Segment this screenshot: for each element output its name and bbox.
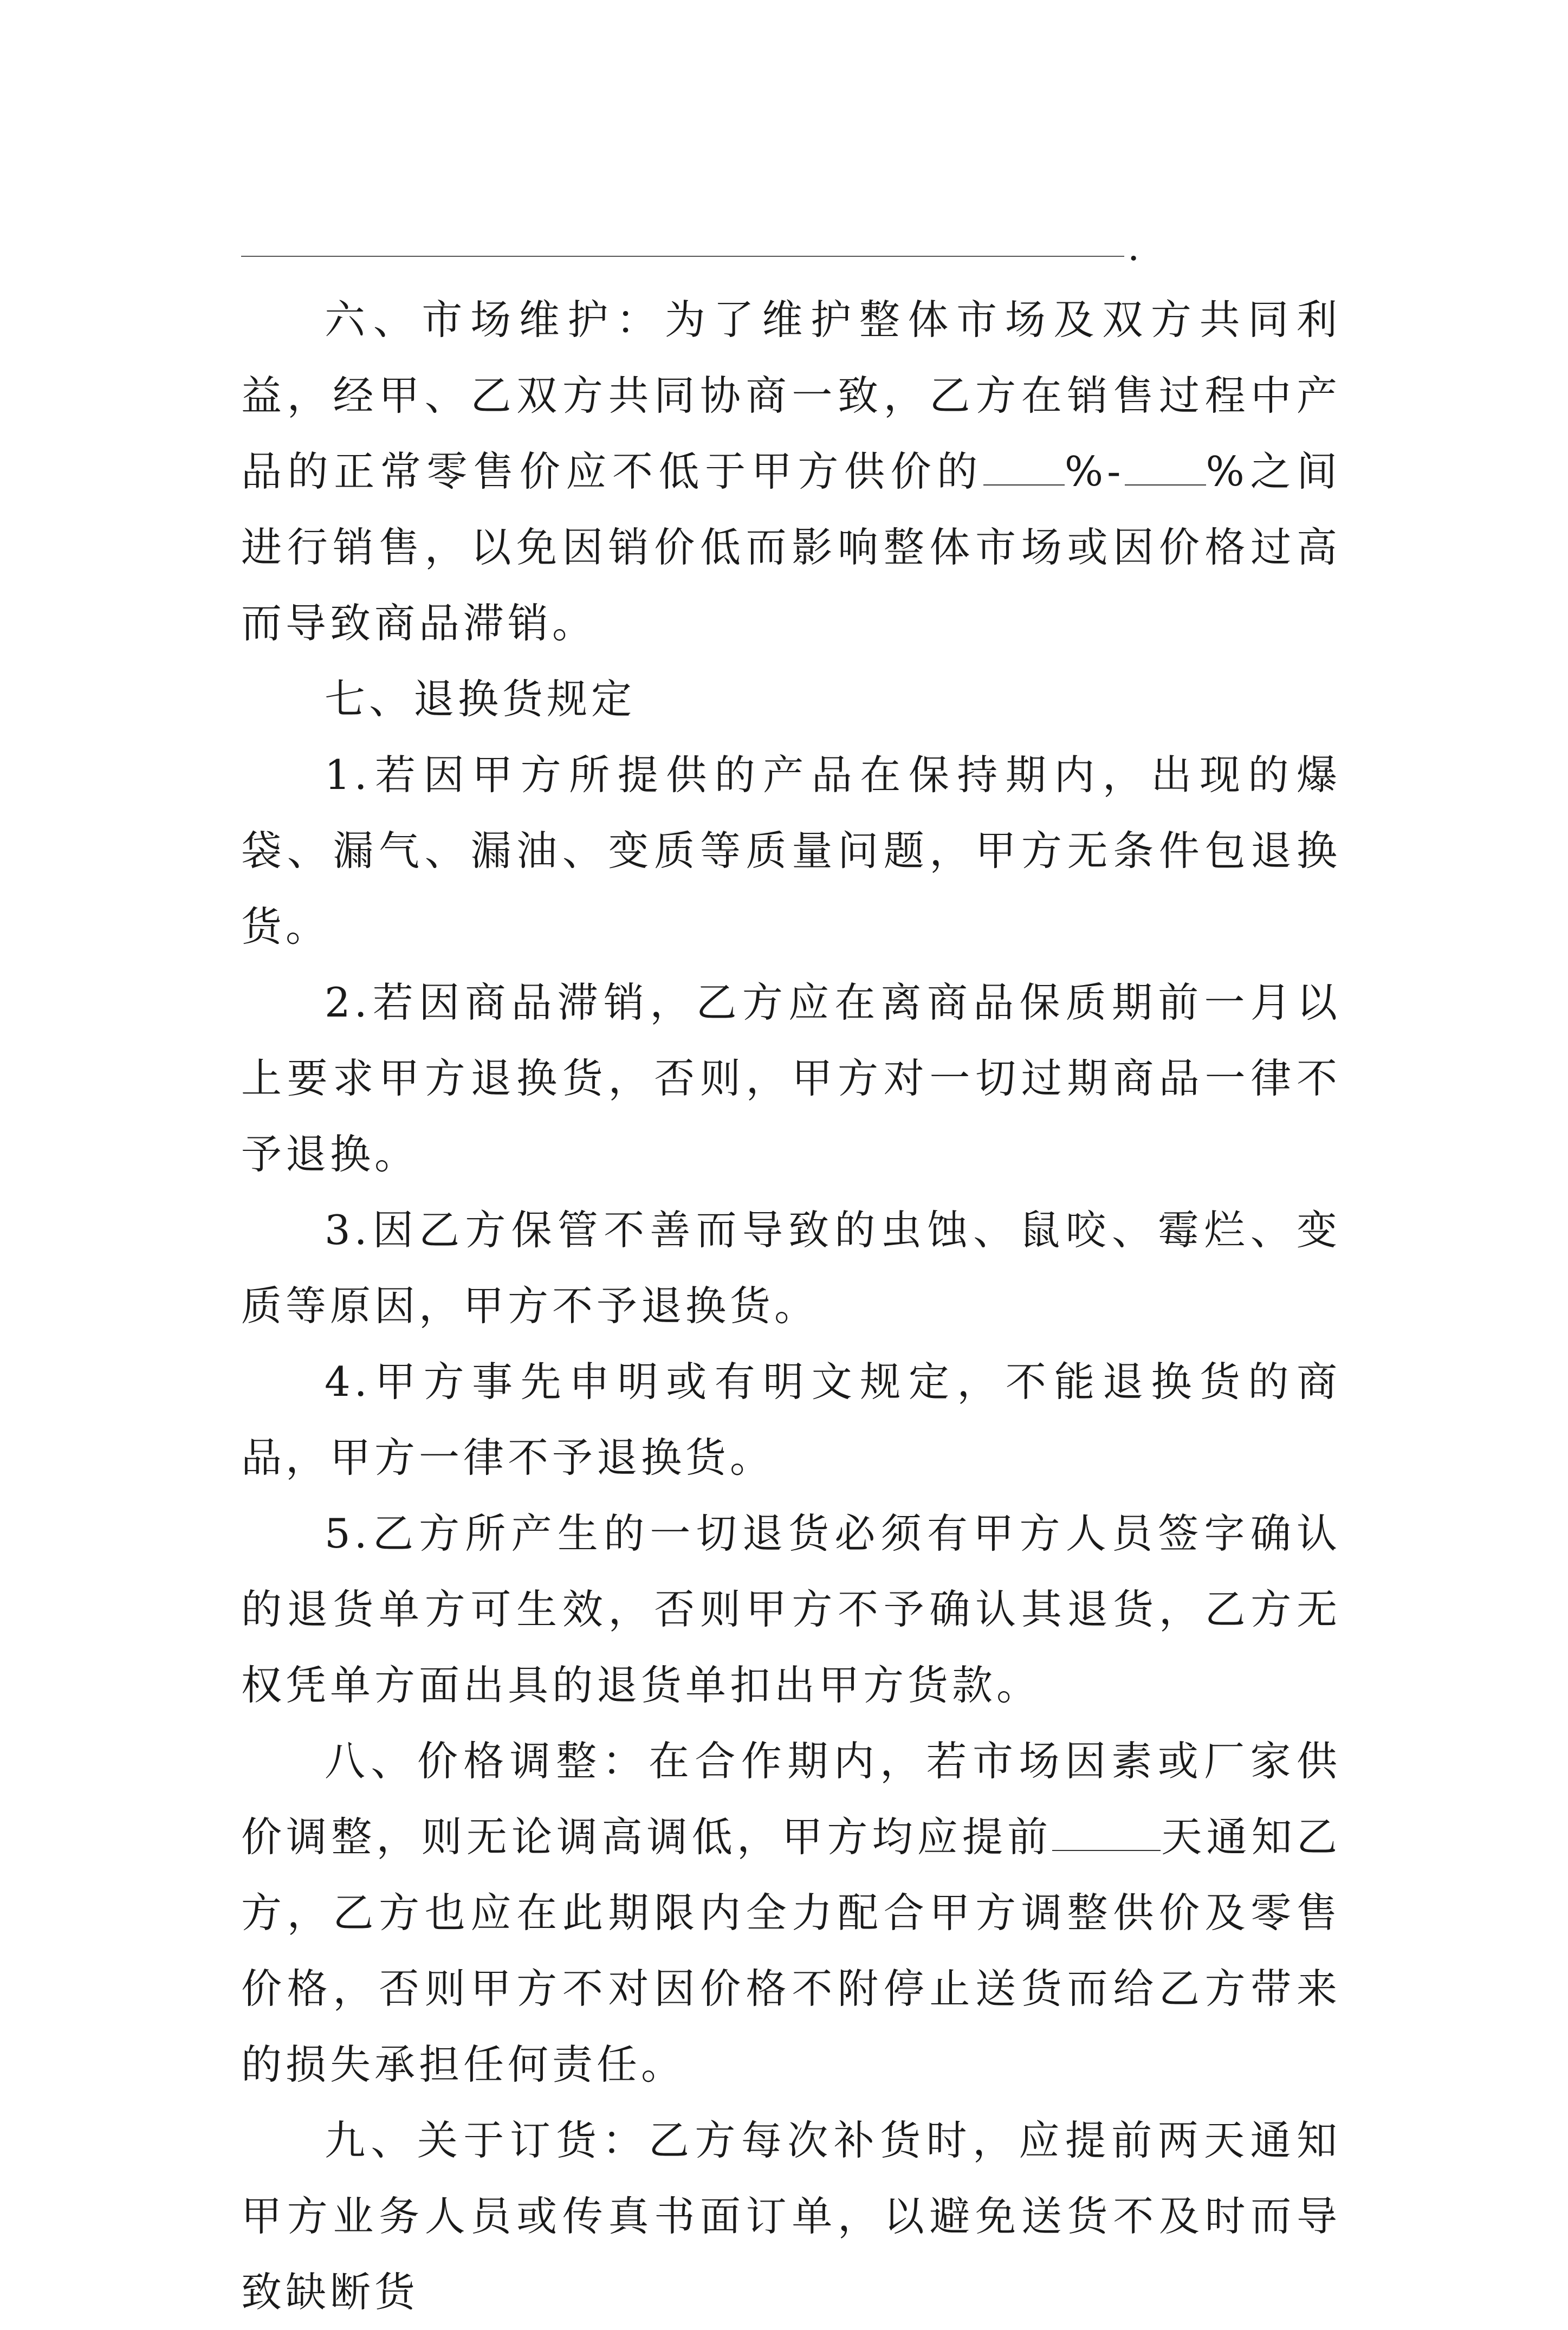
fill-in-blank-line <box>241 256 1124 257</box>
clause-returns-heading: 七、退换货规定 <box>325 675 636 723</box>
clause-price-adjustment <box>241 1723 1341 2102</box>
clause-returns-item-2: 2.若因商品滞销，乙方应在离商品保质期前一月以上要求甲方退换货，否则，甲方对一切过期商品一律不予退换。 <box>241 979 1341 1178</box>
clause-returns-item-3: 3.因乙方保管不善而导致的虫蚀、鼠咬、霉烂、变质等原因，甲方不予退换货。 <box>241 1206 1341 1330</box>
clause-text: %- <box>1064 448 1125 495</box>
clause-text: 八、价格调整：在合作期内，若市场因素或厂家供价调整，则无论调高调低，甲方均应提前 <box>241 1737 1341 1861</box>
clause-ordering: 九、关于订货：乙方每次补货时，应提前两天通知甲方业务人员或传真书面订单，以避免送货不及时而导致缺断货 <box>241 2117 1341 2316</box>
blank-notice-days <box>1052 1814 1161 1852</box>
clause-text: %之间进行销售，以免因销价低而影响整体市场或因价格过高而导致商品滞销。 <box>241 448 1341 647</box>
clause-text: 六、市场维护：为了维护整体市场及双方共同利益，经甲、乙双方共同协商一致，乙方在销售过程中产品的正常零售价应不低于甲方供价的 <box>241 296 1341 495</box>
contract-body <box>241 282 1341 2330</box>
clause-returns-item-1: 1.若因甲方所提供的产品在保持期内，出现的爆袋、漏气、漏油、变质等质量问题，甲方无条件包退换货。 <box>241 751 1341 950</box>
blank-min-percent <box>983 448 1065 486</box>
clause-returns-item-4: 4.甲方事先申明或有明文规定，不能退换货的商品，甲方一律不予退换货。 <box>241 1358 1341 1481</box>
blank-max-percent <box>1125 448 1206 486</box>
clause-market-maintenance <box>241 282 1341 661</box>
line-end-period: . <box>1128 225 1140 269</box>
clause-text: 天通知乙方，乙方也应在此期限内全力配合甲方调整供价及零售价格，否则甲方不对因价格不附停止送货而给乙方带来的损失承担任何责任。 <box>241 1813 1341 2088</box>
top-fill-line <box>241 225 1141 269</box>
clause-returns-item-5: 5.乙方所产生的一切退货必须有甲方人员签字确认的退货单方可生效，否则甲方不予确认其退货，乙方无权凭单方面出具的退货单扣出甲方货款。 <box>241 1510 1341 1709</box>
